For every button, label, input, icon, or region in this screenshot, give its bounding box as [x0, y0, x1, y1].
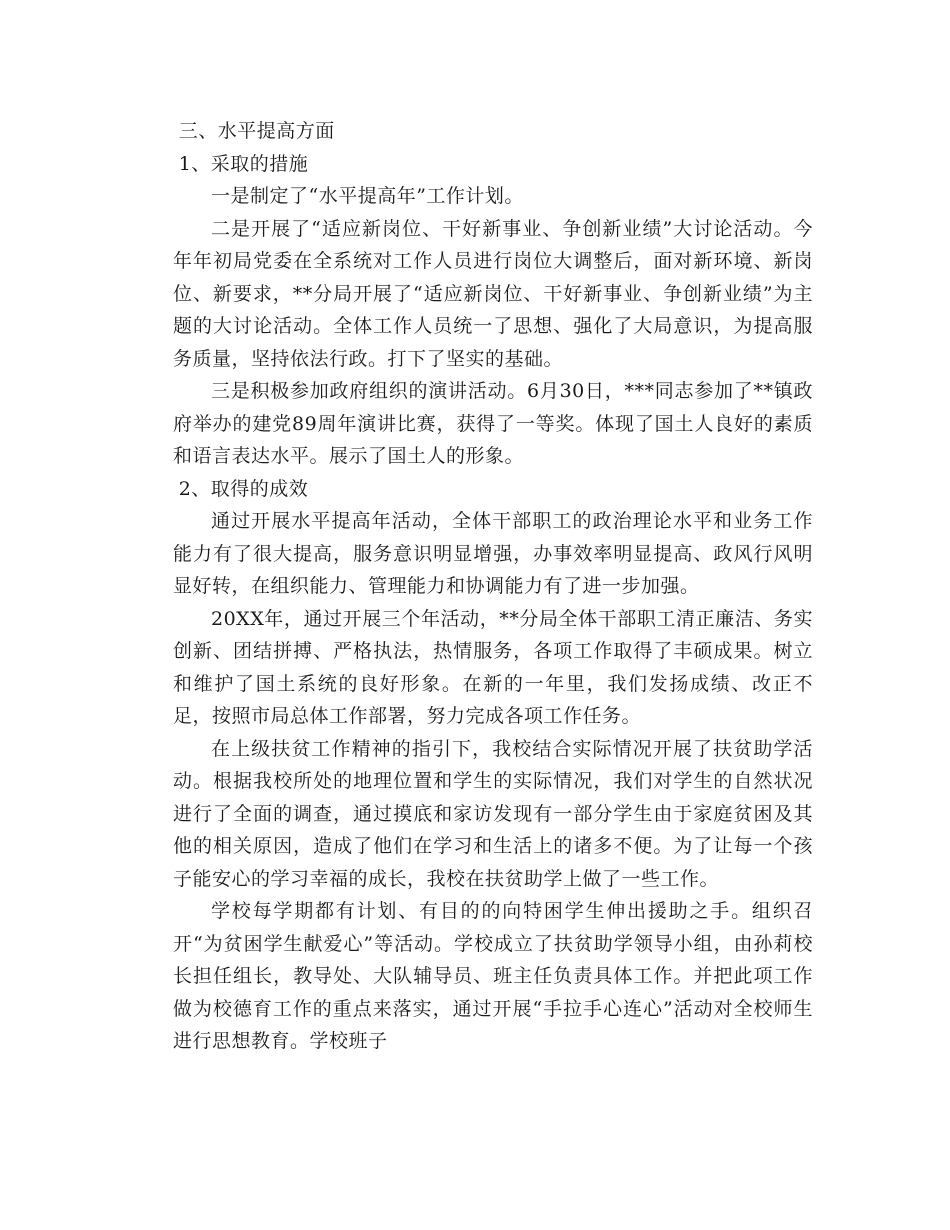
summary-paragraph: 20XX年，通过开展三个年活动，**分局全体干部职工清正廉洁、务实创新、团结拼搏、严格执法，热情服务，各项工作取得了丰硕成果。树立和维护了国土系统的良好形象。在新的一年里，我们发扬成绩、改正不足，按照市局总体工作部署，努力完成各项工作任务。: [173, 607, 813, 727]
section-heading: 三、水平提高方面: [178, 120, 335, 142]
document-body: [173, 115, 813, 1058]
results-paragraph: 通过开展水平提高年活动，全体干部职工的政治理论水平和业务工作能力有了很大提高，服务意识明显增强，办事效率明显提高、政风行风明显好转，在组织能力、管理能力和协调能力有了进一步加强。: [173, 510, 813, 597]
measures-heading: 1、采取的措施: [178, 152, 309, 175]
results-heading: 2、取得的成效: [178, 477, 309, 500]
poverty-paragraph-1: 在上级扶贫工作精神的指引下，我校结合实际情况开展了扶贫助学活动。根据我校所处的地理位置和学生的实际情况，我们对学生的自然状况进行了全面的调查，通过摸底和家访发现有一部分学生由于家庭贫困及其他的相关原因，造成了他们在学习和生活上的诸多不便。为了让每一个孩子能安心的学习幸福的成长，我校在扶贫助学上做了一些工作。: [173, 737, 813, 890]
measure-paragraph-3: 三是积极参加政府组织的演讲活动。6月30日，***同志参加了**镇政府举办的建党89周年演讲比赛，获得了一等奖。体现了国土人良好的素质和语言表达水平。展示了国土人的形象。: [173, 380, 813, 467]
measure-paragraph-2: 二是开展了“适应新岗位、干好新事业、争创新业绩”大讨论活动。今年年初局党委在全系统对工作人员进行岗位大调整后，面对新环境、新岗位、新要求，**分局开展了“适应新岗位、干好新事业、争创新业绩”为主题的大讨论活动。全体工作人员统一了思想、强化了大局意识，为提高服务质量，坚持依法行政。打下了坚实的基础。: [173, 217, 813, 370]
poverty-paragraph-2: 学校每学期都有计划、有目的的向特困学生伸出援助之手。组织召开“为贫困学生献爱心”等活动。学校成立了扶贫助学领导小组，由孙莉校长担任组长，教导处、大队辅导员、班主任负责具体工作。并把此项工作做为校德育工作的重点来落实，通过开展“手拉手心连心”活动对全校师生进行思想教育。学校班子: [173, 900, 813, 1052]
measure-paragraph-1: 一是制定了“水平提高年”工作计划。: [211, 185, 524, 207]
